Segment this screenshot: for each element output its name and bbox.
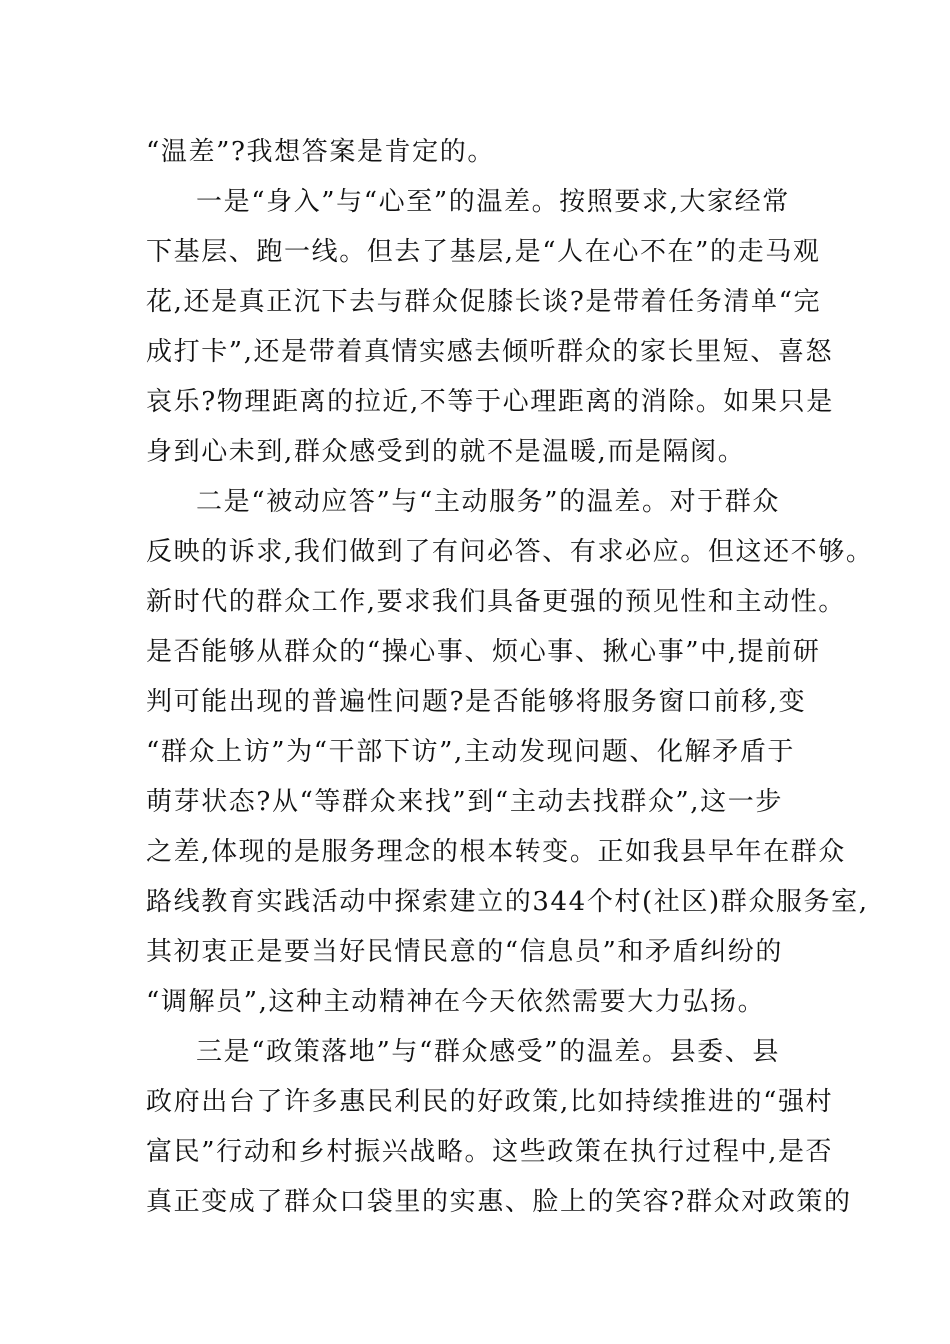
text-line: 其初衷正是要当好民情民意的“信息员”和矛盾纠纷的 [146, 937, 783, 967]
text-line: 真正变成了群众口袋里的实惠、脸上的笑容?群众对政策的 [146, 1187, 852, 1217]
text-line: 是否能够从群众的“操心事、烦心事、揪心事”中,提前研 [146, 637, 821, 667]
text-line: 判可能出现的普遍性问题?是否能够将服务窗口前移,变 [146, 687, 807, 717]
text-line: 萌芽状态?从“等群众来找”到“主动去找群众”,这一步 [146, 787, 783, 817]
text-line: 成打卡”,还是带着真情实感去倾听群众的家长里短、喜怒 [146, 337, 834, 367]
text-line: 新时代的群众工作,要求我们具备更强的预见性和主动性。 [146, 587, 846, 617]
paragraph-1-heading-line: 一是“身入”与“心至”的温差。按照要求,大家经常 [196, 187, 790, 217]
text-line: “群众上访”为“干部下访”,主动发现问题、化解矛盾于 [146, 737, 796, 767]
text-line: 反映的诉求,我们做到了有问必答、有求必应。但这还不够。 [146, 537, 874, 567]
text-line: 下基层、跑一线。但去了基层,是“人在心不在”的走马观 [146, 237, 821, 267]
text-line: “温差”?我想答案是肯定的。 [146, 137, 495, 167]
paragraph-3-heading-line: 三是“政策落地”与“群众感受”的温差。县委、县 [196, 1037, 780, 1067]
text-line: 富民”行动和乡村振兴战略。这些政策在执行过程中,是否 [146, 1137, 834, 1167]
text-line: “调解员”,这种主动精神在今天依然需要大力弘扬。 [146, 987, 766, 1017]
text-line: 花,还是真正沉下去与群众促膝长谈?是带着任务清单“完 [146, 287, 822, 317]
text-line: 政府出台了许多惠民利民的好政策,比如持续推进的“强村 [146, 1087, 834, 1117]
paragraph-2-heading-line: 二是“被动应答”与“主动服务”的温差。对于群众 [196, 487, 780, 517]
text-line: 哀乐?物理距离的拉近,不等于心理距离的消除。如果只是 [146, 387, 834, 417]
text-line: 路线教育实践活动中探索建立的344个村(社区)群众服务室, [146, 887, 869, 917]
text-line: 之差,体现的是服务理念的根本转变。正如我县早年在群众 [146, 837, 846, 867]
text-line: 身到心未到,群众感受到的就不是温暖,而是隔阂。 [146, 437, 746, 467]
